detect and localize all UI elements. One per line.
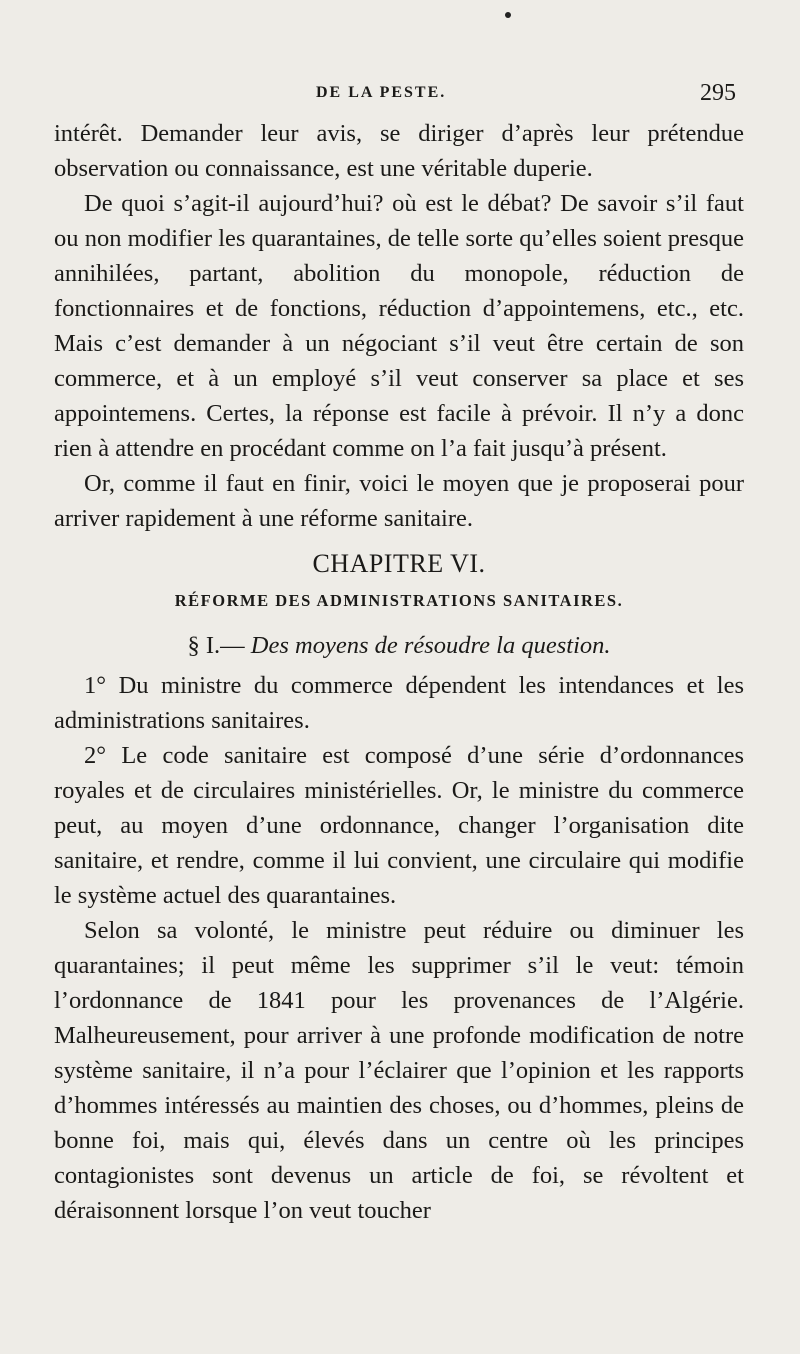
paragraph: 2° Le code sanitaire est composé d’une série d’ordonnances royales et de circulaires ministérielles. Or, le ministre du commerce peut, au moyen d’une ordonnance, changer l’organisation dite sanitaire, et rendre, comme il lui convient, une circulaire qui modifie le système actuel des quarantaines. xyxy=(54,742,744,909)
section-title: Des moyens de résoudre la question. xyxy=(250,632,611,659)
chapter-title: CHAPITRE VI. xyxy=(312,549,486,578)
section-number: § I.— xyxy=(187,632,245,659)
section-heading xyxy=(54,626,744,666)
paragraph: Or, comme il faut en finir, voici le moyen que je proposerai pour arriver rapidement à une réforme sanitaire. xyxy=(54,470,744,532)
body-text xyxy=(54,116,744,1228)
chapter-subtitle: RÉFORME DES ADMINISTRATIONS SANITAIRES. xyxy=(174,591,624,610)
paragraph: 1° Du ministre du commerce dépendent les intendances et les administrations sanitaires. xyxy=(54,672,744,734)
ink-dot xyxy=(505,12,511,18)
running-title: DE LA PESTE. xyxy=(316,84,447,101)
paragraph: De quoi s’agit-il aujourd’hui? où est le débat? De savoir s’il faut ou non modifier les quarantaines, de telle sorte qu’elles soient presque annihilées, partant, abolition du monopole, réduction de fonctionnaires et de fonctions, réduction d’appointemens, etc., etc. Mais c’est demander à un négociant s’il veut être certain de son commerce, et à un employé s’il veut conserver sa place et ses appointemens. Certes, la réponse est facile à prévoir. Il n’y a donc rien à attendre en procédant comme on l’a fait jusqu’à présent. xyxy=(54,190,744,462)
paragraph: intérêt. Demander leur avis, se diriger d’après leur prétendue observation ou connaissance, est une véritable duperie. xyxy=(54,120,744,182)
page-header xyxy=(54,80,744,114)
paragraph: Selon sa volonté, le ministre peut réduire ou diminuer les quarantaines; il peut même les supprimer s’il le veut: témoin l’ordonnance de 1841 pour les provenances de l’Algérie. Malheureusement, pour arriver à une profonde modification de notre système sanitaire, il n’a pour l’éclairer que l’opinion et les rapports d’hommes intéressés au maintien des choses, ou d’hommes, pleins de bonne foi, mais qui, élevés dans un centre où les principes contagionistes sont devenus un article de foi, se révoltent et déraisonnent lorsque l’on veut toucher xyxy=(54,917,744,1224)
page-number: 295 xyxy=(700,80,736,106)
